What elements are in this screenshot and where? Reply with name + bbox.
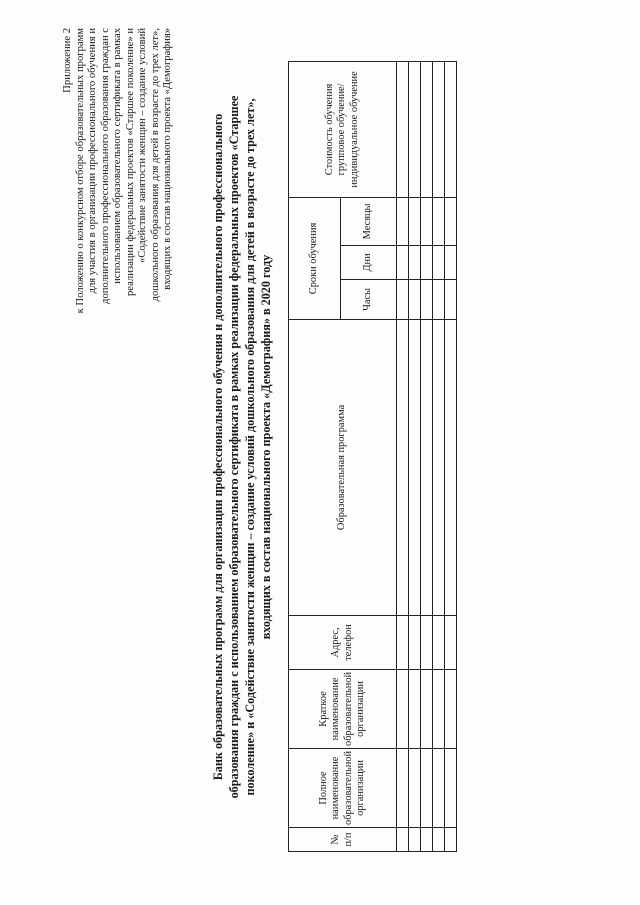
table-row xyxy=(433,61,445,851)
header-short-name: Краткое наименование образовательной организации xyxy=(289,669,397,748)
table-row xyxy=(397,61,409,851)
rotated-document xyxy=(60,22,580,882)
title-line: образования граждан с использованием образовательного сертификата в рамках реализации федеральных проектов «Старшее xyxy=(227,95,241,799)
table-row xyxy=(409,61,421,851)
appendix-note xyxy=(62,28,175,388)
header-num: № п/п xyxy=(289,828,397,852)
header-days: Дни xyxy=(341,245,397,279)
header-hours: Часы xyxy=(341,279,397,319)
title-line: входящих в состав национального проекта «Демография» в 2020 году xyxy=(259,254,273,640)
title-line: поколение» и «Содействие занятости женщин – создание условий дошкольного образования для детей в возрасте до трех лет», xyxy=(243,98,257,796)
appendix-line: Приложение 2 xyxy=(62,28,73,93)
title-line: Банк образовательных программ для организации профессионального обучения и дополнительного профессионального xyxy=(211,113,225,781)
programs-table xyxy=(288,61,457,852)
appendix-line: дополнительного профессионального образования граждан с xyxy=(99,28,111,304)
appendix-line: «Содействие занятости женщин – создание условий xyxy=(137,28,148,263)
table-row xyxy=(445,61,457,851)
header-terms: Сроки обучения xyxy=(289,197,341,319)
header-address: Адрес, телефон xyxy=(289,615,397,669)
document-title xyxy=(210,52,274,842)
appendix-line: использованием образовательного сертификата в рамках xyxy=(112,28,123,284)
appendix-line: для участия в организации профессионального обучения и xyxy=(87,28,98,294)
header-full-name: Полное наименование образовательной организации xyxy=(289,748,397,827)
appendix-line: к Положению о конкурсном отборе образовательных программ xyxy=(74,28,86,314)
appendix-line: входящих в состав национального проекта «Демография» xyxy=(162,28,173,290)
appendix-line: дошкольного образования для детей в возрасте до трех лет», xyxy=(149,28,161,302)
header-program: Образовательная программа xyxy=(289,319,397,615)
header-months: Месяцы xyxy=(341,197,397,245)
header-cost: Стоимость обучения групповое обучение/индивидуальное обучение xyxy=(289,61,397,197)
appendix-line: реализации федеральных проектов «Старшее поколение» и xyxy=(124,28,136,296)
table-row xyxy=(421,61,433,851)
